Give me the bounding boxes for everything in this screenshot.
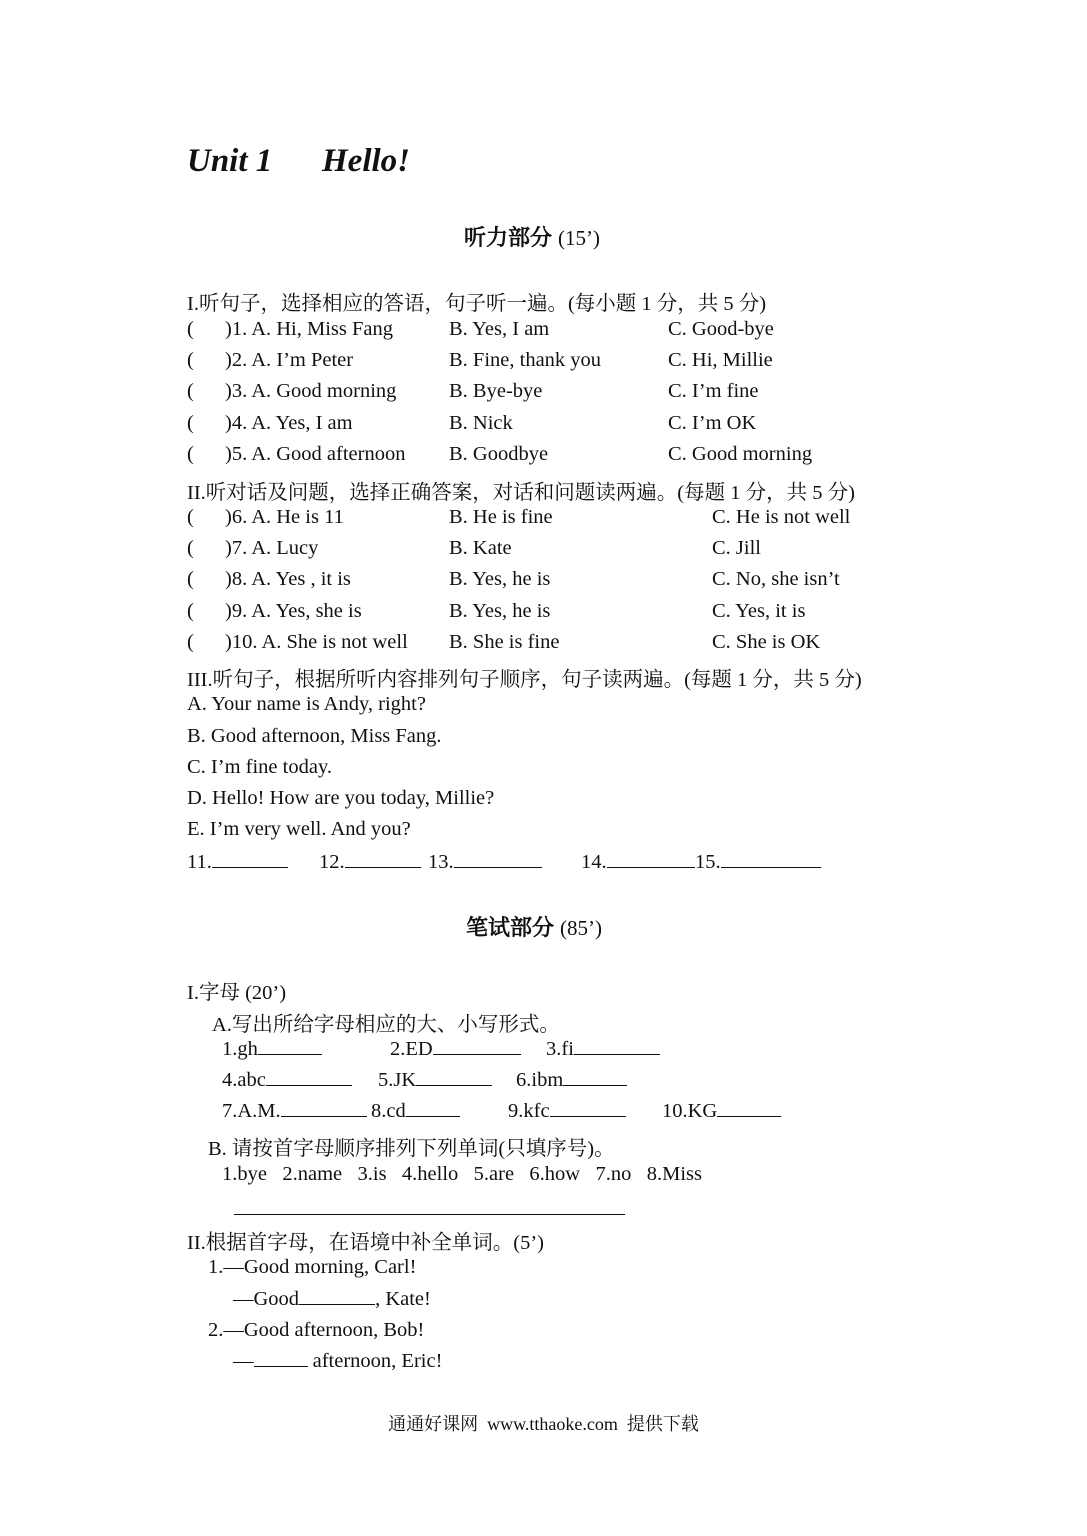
answer-paren[interactable]: ( [187,349,194,372]
option-a: )4. A. Yes, I am [225,411,353,434]
option-c: C. I’m fine [668,380,759,403]
option-b: B. Kate [449,537,512,560]
written-part1-title: I.字母 (20’) [187,982,287,1004]
listening-part1-instruction: I.听句子，选择相应的答语，句子听一遍。(每小题 1 分，共 5 分) [187,293,767,315]
answer-paren[interactable]: ( [187,599,194,622]
option-b: B. Yes, he is [449,568,551,591]
listening-part1-question-4[interactable] [187,412,353,435]
order-blank-14[interactable]: 14. [581,851,695,874]
listening-part1-question-5[interactable] [187,443,405,466]
option-a: )7. A. Lucy [225,537,319,560]
order-blank-12[interactable]: 12. [319,851,421,874]
answer-paren[interactable]: ( [187,318,194,340]
order-blank-11[interactable]: 11. [187,851,288,874]
letter-item-1[interactable]: 1.gh [222,1038,322,1061]
answer-paren[interactable]: ( [187,411,194,434]
answer-paren[interactable]: ( [187,568,194,591]
answer-paren[interactable]: ( [187,630,194,653]
option-a: )5. A. Good afternoon [225,442,406,465]
unit-name: Hello! [322,143,410,179]
dialog-1-line-2[interactable]: —Good , Kate! [233,1288,431,1310]
listening-part2-question-3[interactable] [187,568,351,591]
listening-part2-question-4[interactable] [187,600,362,623]
option-b: B. Bye-bye [449,380,543,403]
answer-paren[interactable]: ( [187,506,194,528]
sentence-a: A. Your name is Andy, right? [187,693,426,715]
letter-item-5[interactable]: 5.JK [378,1069,492,1092]
option-c: C. She is OK [712,630,821,653]
listening-part2-instruction: II.听对话及问题，选择正确答案，对话和问题读两遍。(每题 1 分，共 5 分) [187,482,855,504]
answer-paren[interactable]: ( [187,380,194,403]
option-c: C. I’m OK [668,411,757,434]
listening-part2-question-2[interactable] [187,537,318,560]
listening-part1-question-3[interactable] [187,380,396,403]
words-list: 1.bye 2.name 3.is 4.hello 5.are 6.how 7.no 8.Miss [222,1163,702,1185]
written-heading [466,911,602,942]
option-b: B. Fine, thank you [449,349,602,372]
option-c: C. Good-bye [668,318,774,340]
option-b: B. She is fine [449,630,560,653]
sentence-c: C. I’m fine today. [187,756,332,778]
listening-part2-question-5[interactable] [187,631,408,654]
sentence-e: E. I’m very well. And you? [187,818,411,840]
option-b: B. Goodbye [449,442,549,465]
dialog-1-line-1: 1.—Good morning, Carl! [208,1256,417,1278]
sentence-d: D. Hello! How are you today, Millie? [187,787,495,809]
option-a: )2. A. I’m Peter [225,349,354,372]
footer-source: 通通好课网 www.tthaoke.com 提供下载 [388,1414,699,1434]
letter-item-3[interactable]: 3.fi [546,1038,660,1061]
written-points: (85’) [560,916,602,940]
letter-item-2[interactable]: 2.ED [390,1038,521,1061]
letters-instruction: A.写出所给字母相应的大、小写形式。 [212,1014,560,1036]
option-c: C. Yes, it is [712,599,806,622]
option-a: )3. A. Good morning [225,380,397,403]
letter-item-10[interactable]: 10.KG [662,1100,781,1123]
option-a: )9. A. Yes, she is [225,599,362,622]
answer-paren[interactable]: ( [187,442,194,465]
unit-number: Unit 1 [187,143,273,179]
option-a: )10. A. She is not well [225,630,408,653]
dialog-2-line-2[interactable]: — afternoon, Eric! [233,1350,443,1372]
option-a: )1. A. Hi, Miss Fang [225,318,394,340]
unit-title [187,143,410,180]
written-heading-text: 笔试部分 [466,916,555,941]
letter-item-7[interactable]: 7.A.M. [222,1100,367,1123]
answer-paren[interactable]: ( [187,537,194,560]
option-c: C. No, she isn’t [712,568,840,591]
listening-part1-question-1[interactable] [187,318,393,341]
order-blank-15[interactable]: 15. [695,851,821,874]
listening-heading [464,221,600,252]
sentence-b: B. Good afternoon, Miss Fang. [187,725,442,747]
listening-part1-question-2[interactable] [187,349,353,372]
option-a: )6. A. He is 11 [225,506,344,528]
order-blank-13[interactable]: 13. [428,851,542,874]
option-c: C. Hi, Millie [668,349,773,372]
listening-points: (15’) [558,226,600,250]
letter-item-8[interactable]: 8.cd [371,1100,460,1123]
letter-item-4[interactable]: 4.abc [222,1069,352,1092]
option-b: B. He is fine [449,506,553,528]
listening-heading-text: 听力部分 [464,226,553,251]
words-instruction: B. 请按首字母顺序排列下列单词(只填序号)。 [208,1138,615,1160]
listening-part2-question-1[interactable] [187,506,344,529]
option-b: B. Yes, I am [449,318,550,340]
option-c: C. Good morning [668,442,813,465]
option-c: C. Jill [712,537,761,560]
option-c: C. He is not well [712,506,851,528]
letter-item-6[interactable]: 6.ibm [516,1069,627,1092]
words-answer-line[interactable] [234,1214,625,1215]
listening-part3-instruction: III.听句子，根据所听内容排列句子顺序，句子读两遍。(每题 1 分，共 5 分) [187,669,862,691]
option-a: )8. A. Yes , it is [225,568,351,591]
option-b: B. Yes, he is [449,599,551,622]
written-part2-title: II.根据首字母，在语境中补全单词。(5’) [187,1232,545,1254]
letter-item-9[interactable]: 9.kfc [508,1100,626,1123]
option-b: B. Nick [449,411,513,434]
dialog-2-line-1: 2.—Good afternoon, Bob! [208,1319,425,1341]
